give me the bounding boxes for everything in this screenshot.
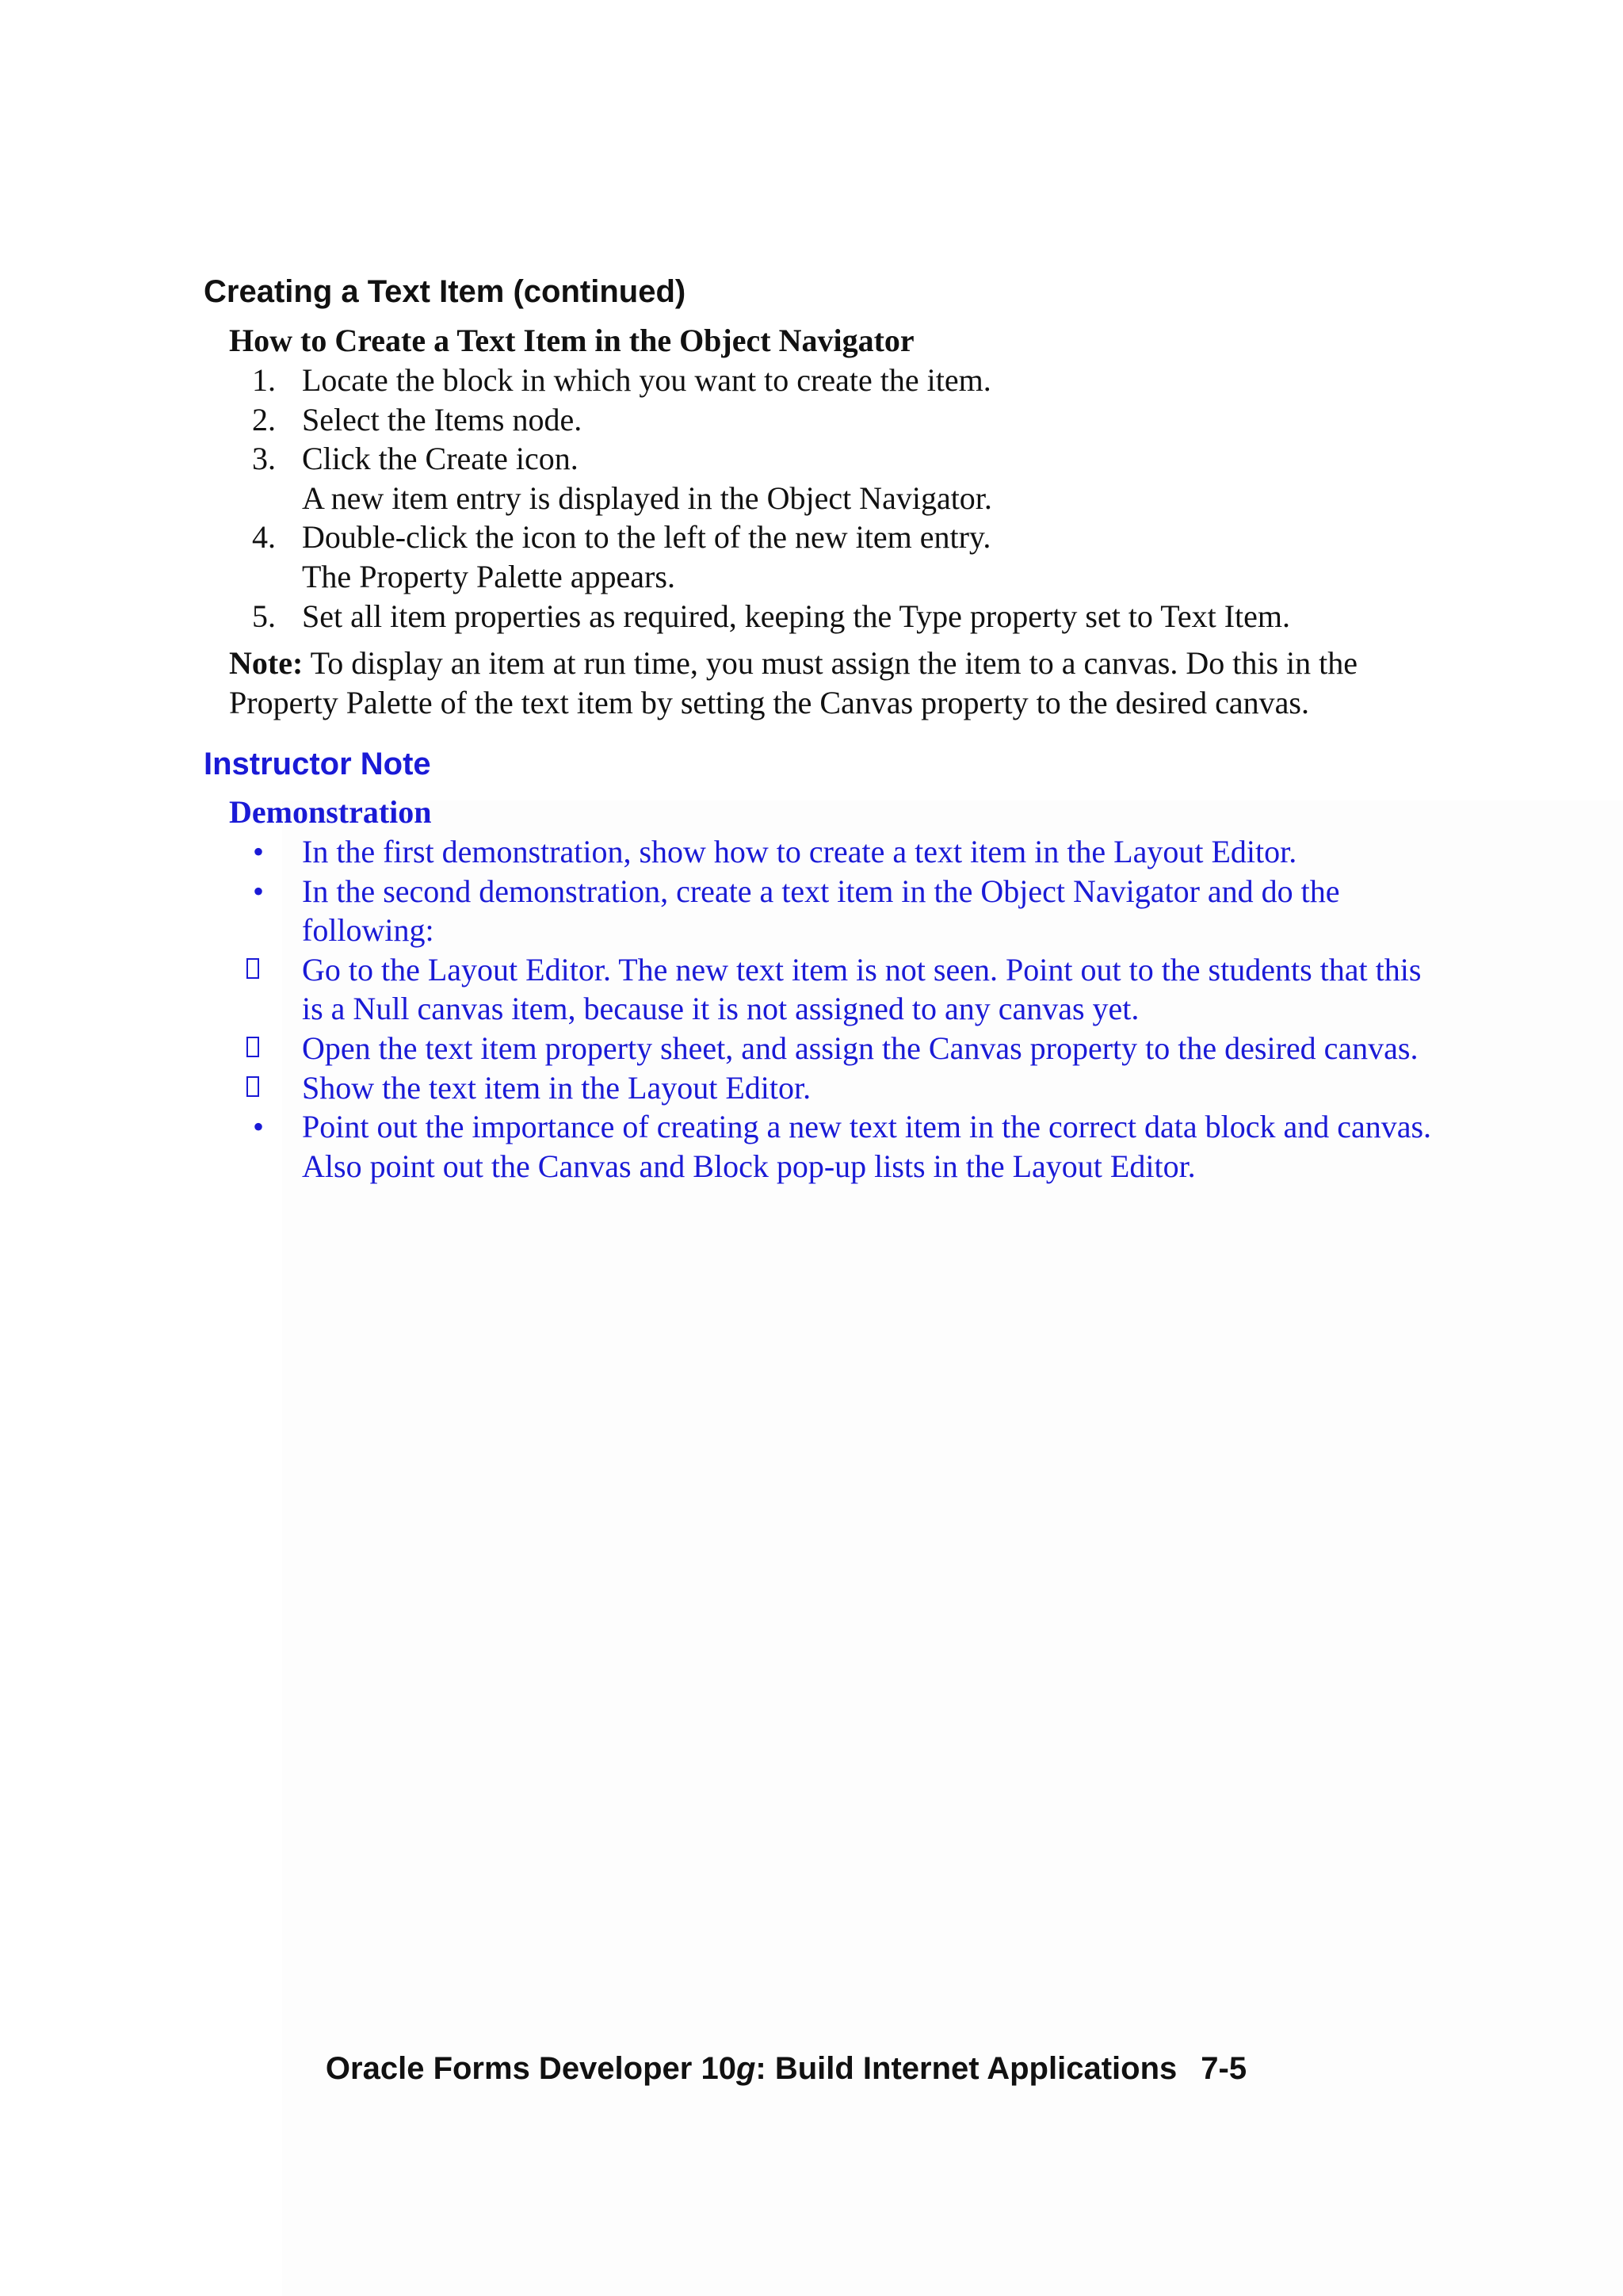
step-text bbox=[302, 361, 1418, 400]
step-line: A new item entry is displayed in the Object Navigator. bbox=[302, 479, 992, 516]
step-text bbox=[302, 400, 1418, 440]
step-text bbox=[302, 439, 1418, 518]
list-item bbox=[229, 1107, 1434, 1186]
square-bullet-icon bbox=[229, 950, 302, 1029]
sub-bullet-text: Show the text item in the Layout Editor. bbox=[302, 1069, 812, 1106]
instructor-note-title: Instructor Note bbox=[204, 747, 431, 781]
footer-book-title: Oracle Forms Developer 10g: Build Internet Applications bbox=[325, 2051, 1178, 2086]
step-number: 3. bbox=[252, 441, 276, 477]
list-item bbox=[229, 597, 1418, 636]
page-number: 7-5 bbox=[1201, 2051, 1247, 2086]
step-number: 1. bbox=[252, 362, 276, 398]
list-item bbox=[229, 872, 1434, 1108]
section-heading: Creating a Text Item (continued) bbox=[204, 274, 686, 309]
how-to-title: How to Create a Text Item in the Object Navigator bbox=[229, 323, 915, 358]
note-text: To display an item at run time, you must assign the item to a canvas. Do this in the Property Palette of the text item by setting the Canvas property to the desired canvas. bbox=[229, 645, 1358, 720]
sub-bullets bbox=[229, 950, 1434, 1107]
sub-list-item bbox=[229, 950, 1434, 1029]
step-line: Locate the block in which you want to create the item. bbox=[302, 362, 991, 398]
note-label: Note: bbox=[229, 645, 304, 681]
step-line: The Property Palette appears. bbox=[302, 558, 675, 594]
bullet-text: In the second demonstration, create a text item in the Object Navigator and do the following: bbox=[302, 873, 1340, 949]
list-item bbox=[229, 832, 1434, 872]
bullet-icon: • bbox=[253, 1109, 265, 1145]
step-text bbox=[302, 597, 1418, 636]
step-line: Click the Create icon. bbox=[302, 441, 579, 477]
note-paragraph bbox=[229, 644, 1418, 722]
sub-list-item bbox=[229, 1029, 1434, 1068]
demonstration-title: Demonstration bbox=[229, 794, 432, 830]
square-bullet-icon bbox=[229, 1029, 302, 1068]
page-footer bbox=[0, 2050, 1623, 2088]
list-item bbox=[229, 518, 1418, 596]
bullet-text: Point out the importance of creating a new text item in the correct data block and canvas. Also point out the Canvas and Block pop-up lists in the Layout Editor. bbox=[302, 1109, 1432, 1184]
instructor-bullets bbox=[229, 832, 1434, 1186]
bullet-text: In the first demonstration, show how to create a text item in the Layout Editor. bbox=[302, 834, 1297, 869]
bullet-icon: • bbox=[253, 873, 265, 909]
square-bullet-icon bbox=[229, 1068, 302, 1108]
step-line: Set all item properties as required, keeping the Type property set to Text Item. bbox=[302, 598, 1291, 634]
sub-bullet-text: Go to the Layout Editor. The new text item is not seen. Point out to the students that this is a Null canvas item, because it is not assigned to any canvas yet. bbox=[302, 951, 1422, 1027]
step-number: 2. bbox=[252, 401, 276, 437]
step-number: 4. bbox=[252, 519, 276, 556]
step-number: 5. bbox=[252, 598, 276, 634]
bullet-icon: • bbox=[253, 834, 265, 869]
list-item bbox=[229, 439, 1418, 518]
steps-list bbox=[229, 361, 1418, 636]
sub-list-item bbox=[229, 1068, 1434, 1108]
step-text bbox=[302, 518, 1418, 596]
list-item bbox=[229, 361, 1418, 400]
step-line: Select the Items node. bbox=[302, 401, 582, 437]
step-line: Double-click the icon to the left of the new item entry. bbox=[302, 519, 991, 556]
list-item bbox=[229, 400, 1418, 440]
sub-bullet-text: Open the text item property sheet, and assign the Canvas property to the desired canvas. bbox=[302, 1030, 1419, 1066]
